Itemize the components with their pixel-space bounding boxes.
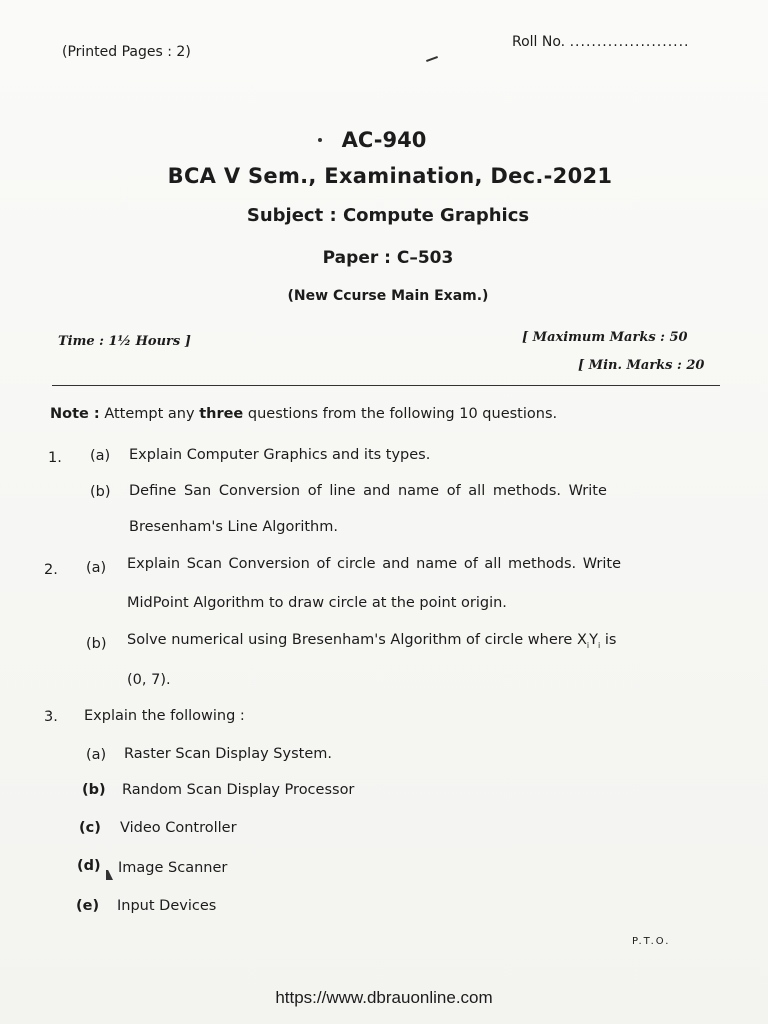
question-2-number: 2. [44,562,58,578]
paper-number: Paper : C–503 [322,248,454,268]
roll-label: Roll No. [512,34,566,50]
note-label: Note : [50,406,100,422]
question-2a-text-line2: MidPoint Algorithm to draw circle at the point origin. [127,595,507,611]
please-turn-over: P.T.O. [632,936,671,947]
question-1a-label: (a) [90,448,111,464]
question-2b-text: Solve numerical using Bresenham's Algorithm of circle where X [127,632,587,648]
time-allowed: Time : 1½ Hours ] [58,334,191,349]
question-3b-label: (b) [82,782,106,798]
course-type: (New Ccurse Main Exam.) [287,288,489,304]
paper-code: AC-940 [341,128,427,152]
question-3e-label: (e) [76,898,100,914]
question-3b-text: Random Scan Display Processor [122,782,355,798]
roll-number-field [512,34,690,50]
question-1-number: 1. [48,450,62,466]
question-3d-text: Image Scanner [118,860,228,876]
question-2b-text-line2: (0, 7). [127,672,171,688]
minimum-marks: [ Min. Marks : 20 [578,358,705,373]
maximum-marks: [ Maximum Marks : 50 [522,330,688,345]
header-divider [52,385,720,386]
subscript-i-x: i [586,640,590,650]
is-word: is [600,632,617,648]
question-3a-text: Raster Scan Display System. [124,746,332,762]
question-1a-text: Explain Computer Graphics and its types. [129,447,431,463]
dot-mark [318,138,322,142]
question-1b-label: (b) [90,484,111,500]
subscript-i-y: i [597,640,601,650]
note-post: questions from the following 10 questions. [247,406,558,422]
pen-mark [426,56,438,62]
question-3-number: 3. [44,709,58,725]
question-1b-text-line2: Bresenham's Line Algorithm. [129,519,338,535]
roll-dots: ...................... [569,34,690,50]
question-2b-text-line1 [127,632,616,650]
question-3e-text: Input Devices [117,898,217,914]
y-variable: Y [589,632,598,648]
website-url: https://www.dbrauonline.com [275,988,493,1007]
question-3d-label: (d) [77,858,101,874]
question-2b-label: (b) [86,636,107,652]
question-3c-label: (c) [79,820,101,836]
instruction-note [50,406,557,422]
ink-tick-mark [106,870,113,880]
note-emphasis: three [199,406,244,422]
question-3-text: Explain the following : [84,708,245,724]
question-2a-text-line1: Explain Scan Conversion of circle and name of all methods. Write [127,556,622,572]
question-3c-text: Video Controller [120,820,237,836]
note-pre: Attempt any [104,406,195,422]
question-3a-label: (a) [86,747,107,763]
exam-title: BCA V Sem., Examination, Dec.-2021 [167,164,613,188]
question-1b-text-line1: Define San Conversion of line and name of all methods. Write [129,483,607,499]
printed-pages: (Printed Pages : 2) [62,44,191,60]
question-2a-label: (a) [86,560,107,576]
subject-title: Subject : Compute Graphics [246,205,530,226]
